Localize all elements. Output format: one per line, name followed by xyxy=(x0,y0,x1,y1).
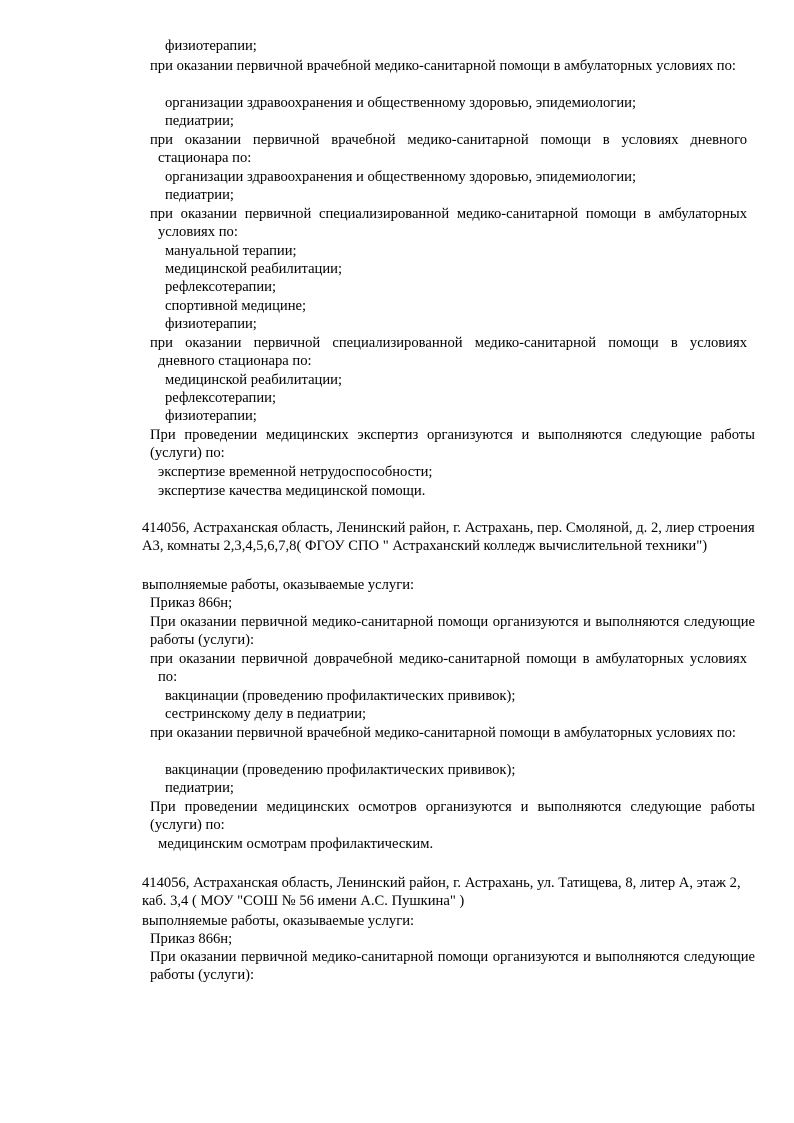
list-item: рефлексотерапии; xyxy=(165,279,277,295)
paragraph: при оказании первичной врачебной медико-санитарной помощи в амбулаторных условиях по: xyxy=(150,58,736,74)
order-ref: Приказ 866н; xyxy=(150,595,233,611)
paragraph: при оказании первичной специализированной медико-санитарной помощи в амбулаторных условиях по: xyxy=(150,206,747,240)
list-item: спортивной медицине; xyxy=(165,298,307,314)
list-item: экспертизе временной нетрудоспособности; xyxy=(158,464,433,480)
list-item: педиатрии; xyxy=(165,187,234,203)
paragraph: при оказании первичной врачебной медико-санитарной помощи в амбулаторных условиях по: xyxy=(150,725,736,741)
list-item: организации здравоохранения и общественному здоровью, эпидемиологии; xyxy=(165,169,637,185)
list-item: медицинским осмотрам профилактическим. xyxy=(158,836,434,852)
paragraph: При проведении медицинских осмотров организуются и выполняются следующие работы (услуги) по: xyxy=(150,799,755,833)
list-item: педиатрии; xyxy=(165,113,234,129)
list-item: физиотерапии; xyxy=(165,316,257,332)
list-item: педиатрии; xyxy=(165,780,234,796)
paragraph: При оказании первичной медико-санитарной помощи организуются и выполняются следующие работы (услуги): xyxy=(150,614,755,648)
paragraph: при оказании первичной специализированной медико-санитарной помощи в условиях дневного стационара по: xyxy=(150,335,747,369)
list-item: вакцинации (проведению профилактических прививок); xyxy=(165,688,516,704)
list-item: вакцинации (проведению профилактических прививок); xyxy=(165,762,516,778)
paragraph: При проведении медицинских экспертиз организуются и выполняются следующие работы (услуги) по: xyxy=(150,427,755,461)
paragraph: При оказании первичной медико-санитарной помощи организуются и выполняются следующие работы (услуги): xyxy=(150,949,755,983)
list-item: физиотерапии; xyxy=(165,408,257,424)
list-item: организации здравоохранения и общественному здоровью, эпидемиологии; xyxy=(165,95,637,111)
works-label: выполняемые работы, оказываемые услуги: xyxy=(142,577,415,593)
list-item: сестринскому делу в педиатрии; xyxy=(165,706,367,722)
paragraph: при оказании первичной доврачебной медико-санитарной помощи в амбулаторных условиях по: xyxy=(150,651,747,685)
paragraph: при оказании первичной врачебной медико-санитарной помощи в условиях дневного стационара по: xyxy=(150,132,747,166)
works-label: выполняемые работы, оказываемые услуги: xyxy=(142,913,415,929)
list-item: мануальной терапии; xyxy=(165,243,297,259)
list-item: рефлексотерапии; xyxy=(165,390,277,406)
address: 414056, Астраханская область, Ленинский район, г. Астрахань, ул. Татищева, 8, литер А, этаж 2, каб. 3,4 ( МОУ "СОШ № 56 имени А.С. Пушкина" ) xyxy=(142,875,741,909)
list-item: медицинской реабилитации; xyxy=(165,372,343,388)
list-item: медицинской реабилитации; xyxy=(165,261,343,277)
address: 414056, Астраханская область, Ленинский район, г. Астрахань, пер. Смоляной, д. 2, лиер строения А3, комнаты 2,3,4,5,6,7,8( ФГОУ СПО " Астраханский колледж вычислительной техники") xyxy=(142,520,755,554)
order-ref: Приказ 866н; xyxy=(150,931,233,947)
list-item: экспертизе качества медицинской помощи. xyxy=(158,483,426,499)
list-item: физиотерапии; xyxy=(165,38,257,54)
